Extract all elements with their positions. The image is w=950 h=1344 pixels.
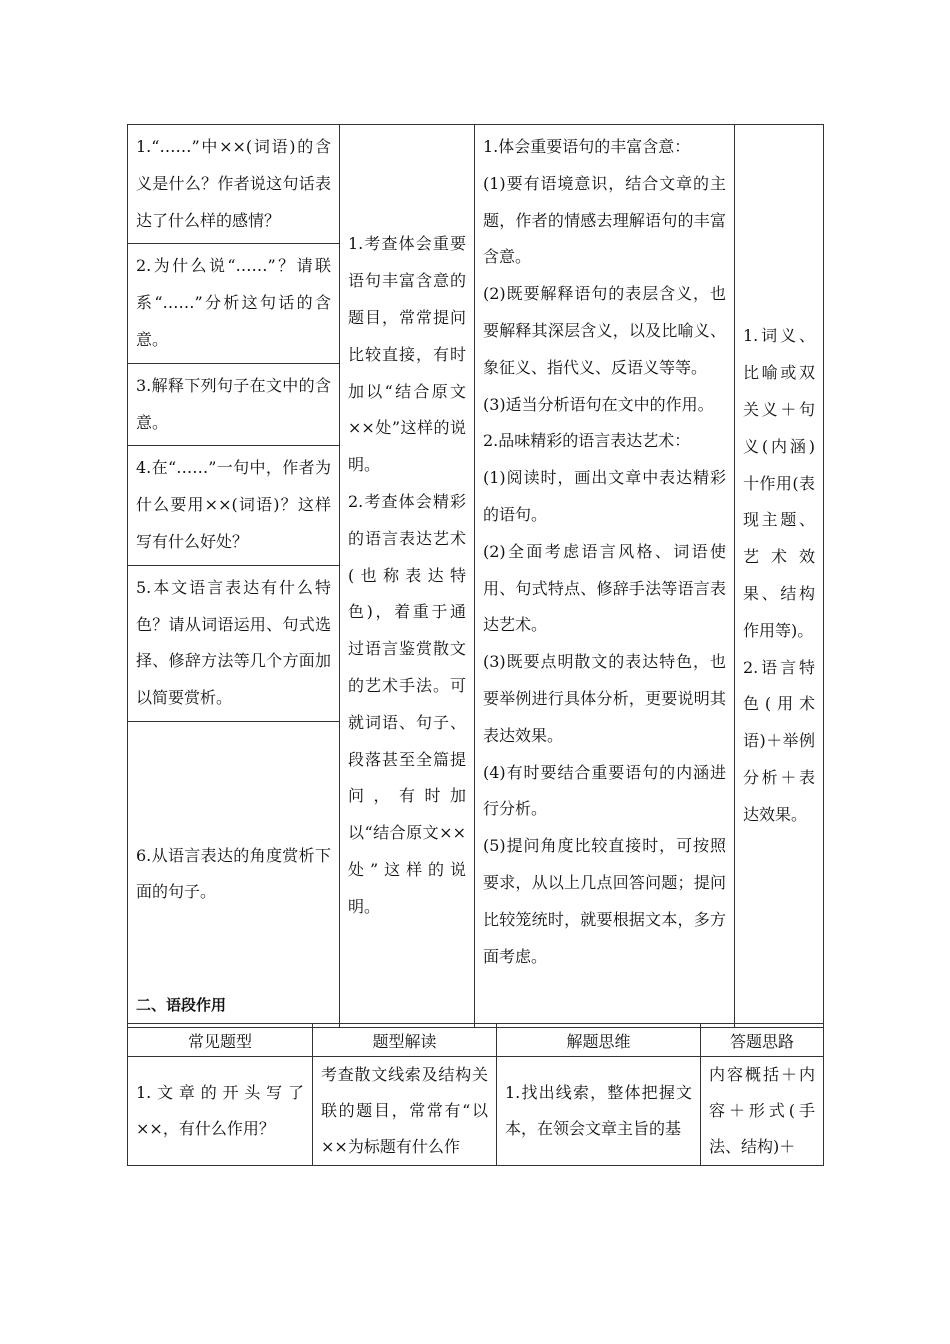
thinking-item: (5)提问角度比较直接时，可按照要求，从以上几点回答问题；提问比较笼统时，就要根据文本，多方面考虑。 [483,836,726,966]
question-cell-3: 3.解释下列句子在文中的含意。 [128,363,340,446]
interpretation-item: 2.考查体会精彩的语言表达艺术(也称表达特色)，着重于通过语言鉴赏散文的艺术手法。可就词语、句子、段落甚至全篇提问，有时加以“结合原文××处”这样的说明。 [348,491,466,916]
section-title: 二、语段作用 [136,996,227,1014]
answer-cell [735,125,824,1028]
header-thinking: 解题思维 [497,1024,701,1057]
row-interpretation-cell [313,1057,497,1166]
question-cell-5: 5.本文语言表达有什么特色？请从词语运用、句式选择、修辞方法等几个方面加以简要赏析。 [128,565,340,721]
row-answer-text: 内容概括＋内容＋形式(手法、结构)＋ [709,1065,815,1156]
analysis-table-paragraphs [127,1023,824,1166]
answer-item: 2.语言特色(用术语)＋举例分析＋表达效果。 [743,657,815,824]
thinking-item: (1)要有语境意识，结合文章的主题，作者的情感去理解语句的丰富含意。 [483,173,726,267]
row-interpretation-text: 考查散文线索及结构关联的题目，常常有“以××为标题有什么作 [321,1065,488,1156]
thinking-item: (1)阅读时，画出文章中表达精彩的语句。 [483,468,726,524]
row-thinking-cell [497,1057,701,1166]
thinking-item: (4)有时要结合重要语句的内涵进行分析。 [483,762,726,819]
answer-item: 1.词义、比喻或双关义＋句义(内涵)十作用(表现主题、艺术效果、结构作用等)。 [743,326,815,640]
row-thinking-text: 1.找出线索，整体把握文本，在领会文章主旨的基 [505,1083,692,1138]
interpretation-cell [340,125,475,1028]
header-answer: 答题思路 [701,1024,824,1057]
row-question-cell [128,1057,313,1166]
thinking-cell [475,125,735,1028]
header-interpretation: 题型解读 [313,1024,497,1057]
question-cell-4: 4.在“……”一句中，作者为什么要用××(词语)？这样写有什么好处？ [128,446,340,565]
interpretation-item: 1.考查体会重要语句丰富含意的题目，常常提问比较直接，有时加以“结合原文××处”这样的说明。 [348,234,466,475]
question-cell-6: 6.从语言表达的角度赏析下面的句子。 [128,721,340,1027]
thinking-item: 1.体会重要语句的丰富含意： [483,137,691,156]
thinking-item: (3)适当分析语句在文中的作用。 [483,394,714,414]
thinking-item: (2)既要解释语句的表层含义，也要解释其深层含义，以及比喻义、象征义、指代义、反语义等等。 [483,284,726,377]
question-cell-2: 2.为什么说“……”？请联系“……”分析这句话的含意。 [128,244,340,363]
thinking-item: (3)既要点明散文的表达特色，也要举例进行具体分析，更要说明其表达效果。 [483,652,726,745]
thinking-item: (2)全面考虑语言风格、词语使用、句式特点、修辞手法等语言表达艺术。 [483,541,726,635]
row-answer-cell [701,1057,824,1166]
analysis-table-sentences [127,124,824,1028]
question-cell-1: 1.“……”中××(词语)的含义是什么？作者说这句话表达了什么样的感情？ [128,125,340,244]
header-question-type: 常见题型 [128,1024,313,1057]
row-question-text: 1.文章的开头写了××，有什么作用？ [136,1083,304,1138]
thinking-item: 2.品味精彩的语言表达艺术： [483,431,691,451]
